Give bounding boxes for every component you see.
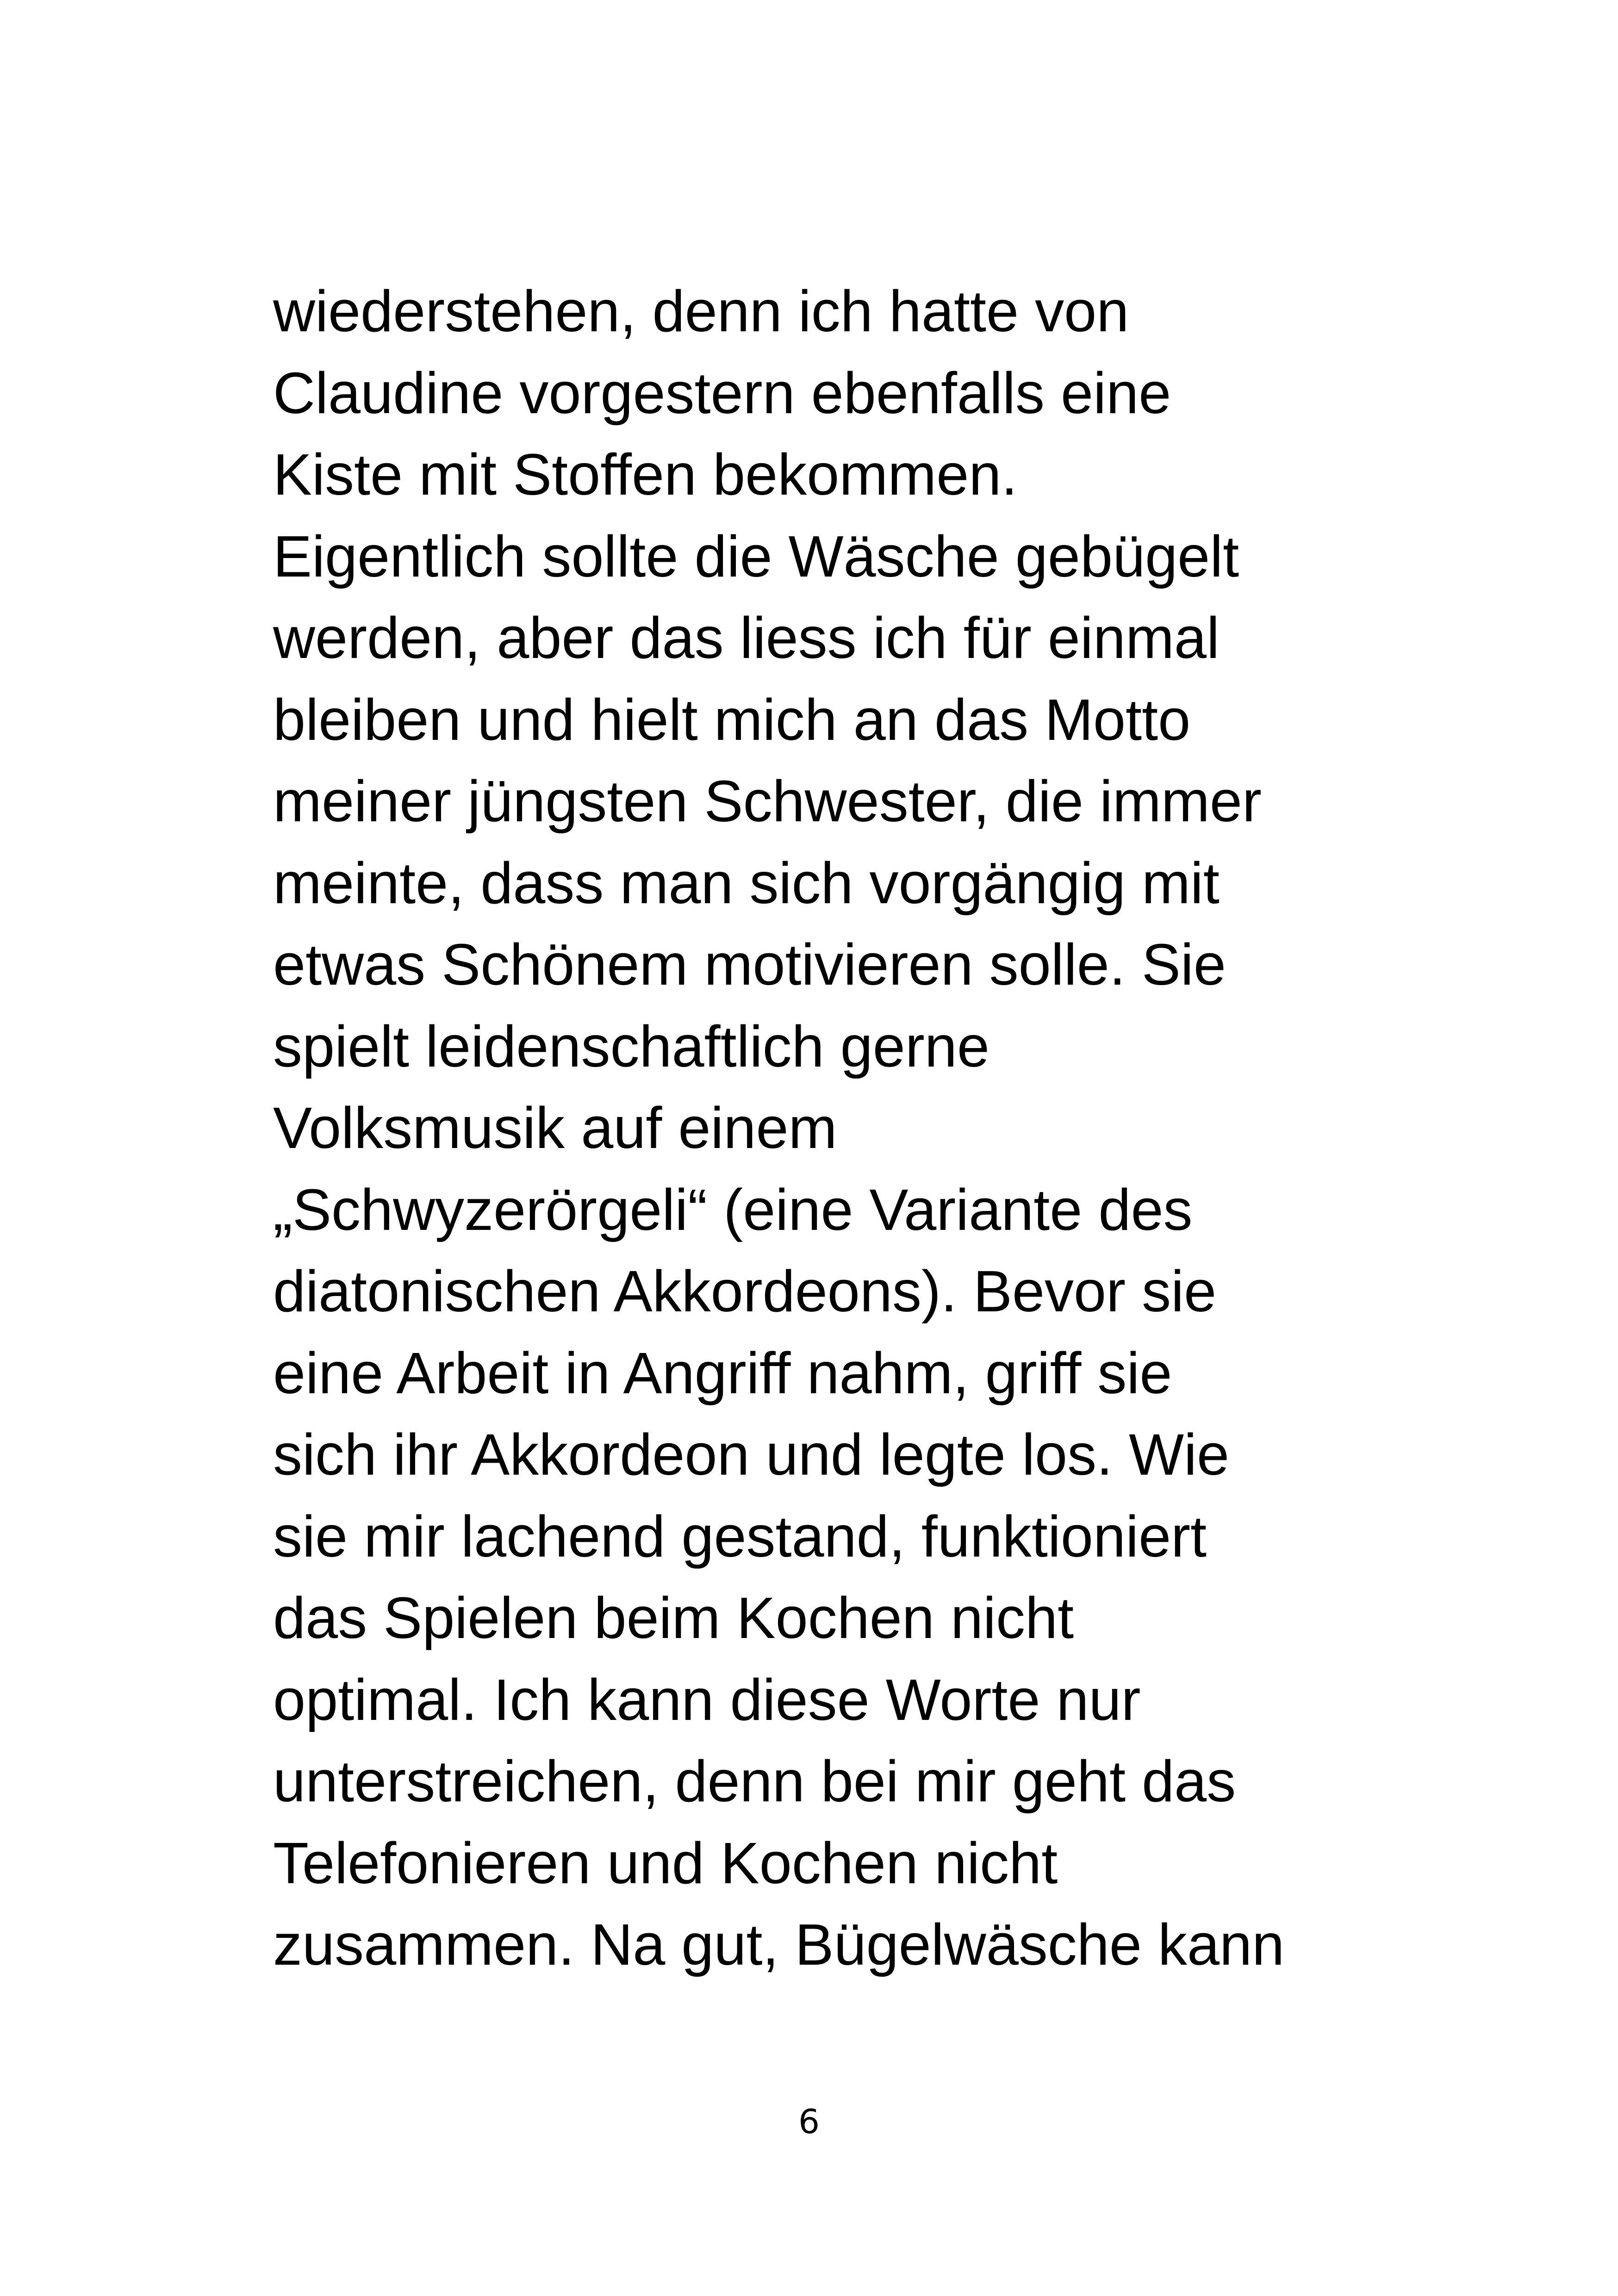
text-line: unterstreichen, denn bei mir geht das xyxy=(273,1749,1236,1814)
text-line: wiederstehen, denn ich hatte von xyxy=(273,279,1129,344)
text-line: das Spielen beim Kochen nicht xyxy=(273,1585,1074,1651)
text-line: Eigentlich sollte die Wäsche gebügelt xyxy=(273,523,1239,589)
text-line: sie mir lachend gestand, funktioniert xyxy=(273,1503,1207,1569)
text-line: meiner jüngsten Schwester, die immer xyxy=(273,769,1262,834)
text-line: meinte, dass man sich vorgängig mit xyxy=(273,850,1220,916)
text-line: bleiben und hielt mich an das Motto xyxy=(273,687,1191,752)
text-line: „Schwyzerörgeli“ (eine Variante des xyxy=(273,1177,1193,1242)
text-line: optimal. Ich kann diese Worte nur xyxy=(273,1667,1141,1732)
text-line: sich ihr Akkordeon und legte los. Wie xyxy=(273,1422,1230,1487)
body-text xyxy=(273,271,1430,1986)
text-line: Kiste mit Stoffen bekommen. xyxy=(273,442,1018,507)
text-line: Volksmusik auf einem xyxy=(273,1095,837,1160)
text-line: eine Arbeit in Angriff nahm, griff sie xyxy=(273,1340,1172,1406)
text-line: diatonischen Akkordeons). Bevor sie xyxy=(273,1259,1217,1324)
text-line: Telefonieren und Kochen nicht xyxy=(273,1830,1058,1896)
text-line: etwas Schönem motivieren solle. Sie xyxy=(273,932,1226,997)
text-line: spielt leidenschaftlich gerne xyxy=(273,1013,989,1079)
text-line: werden, aber das liess ich für einmal xyxy=(273,605,1220,670)
page-number: 6 xyxy=(798,2102,820,2141)
text-line: zusammen. Na gut, Bügelwäsche kann xyxy=(273,1912,1285,1977)
text-line: Claudine vorgestern ebenfalls eine xyxy=(273,360,1171,426)
